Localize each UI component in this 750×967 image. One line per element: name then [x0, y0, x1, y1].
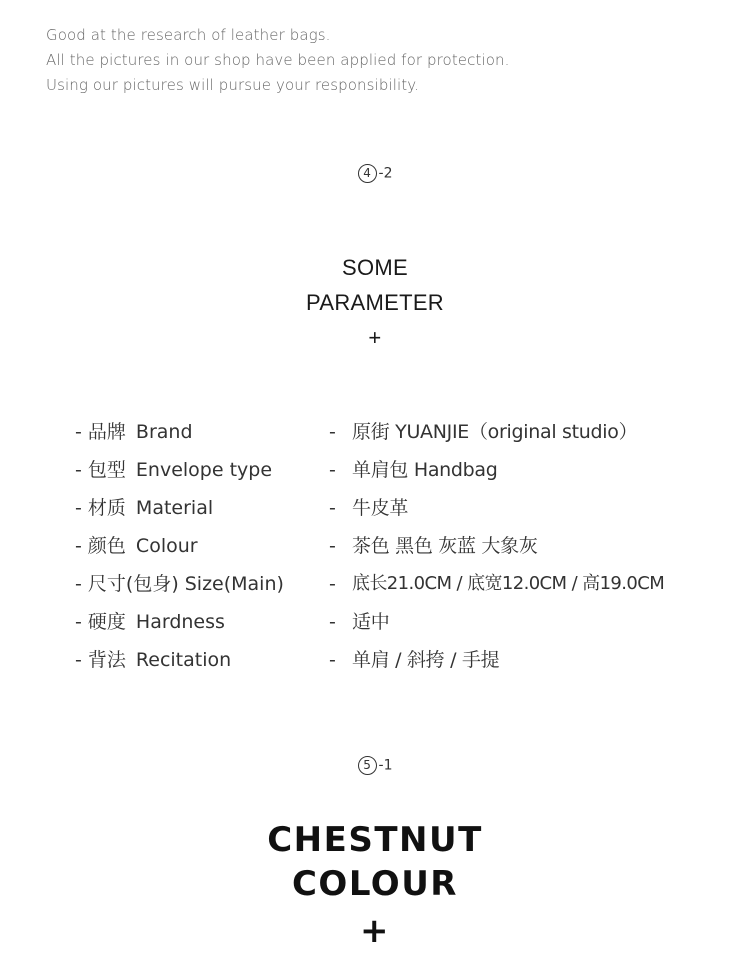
marker-suffix: -1 [378, 757, 393, 774]
param-dash: - [75, 535, 82, 557]
param-label-en: Recitation [135, 649, 232, 671]
intro-notice [46, 23, 509, 98]
param-label-en: Size(Main) [184, 573, 284, 595]
parameter-heading-line-1: SOME [342, 255, 408, 280]
param-row-colour [0, 527, 750, 565]
param-label-cn: 硬度 [87, 611, 126, 633]
param-value-dash: - [329, 535, 336, 557]
param-value: 适中 [352, 611, 390, 633]
param-dash: - [75, 421, 82, 443]
param-value-dash: - [329, 497, 336, 519]
param-dash: - [75, 497, 82, 519]
param-row-brand [0, 413, 750, 451]
param-label [75, 489, 213, 527]
parameter-heading-line-2: PARAMETER [306, 290, 444, 315]
param-dash: - [75, 611, 82, 633]
param-row-material [0, 489, 750, 527]
param-label [75, 603, 225, 641]
param-row-size [0, 565, 750, 603]
param-value: 牛皮革 [352, 497, 409, 519]
param-value: 单肩包 Handbag [352, 459, 498, 481]
plus-icon: + [368, 325, 382, 350]
param-label-cn: 品牌 [87, 421, 126, 443]
plus-icon: + [360, 911, 390, 951]
param-value-dash: - [329, 611, 336, 633]
param-label [75, 565, 284, 603]
circled-number-5: 5 [358, 756, 377, 775]
param-value: 原街 YUANJIE（original studio） [352, 421, 638, 443]
param-row-hardness [0, 603, 750, 641]
param-dash: - [75, 649, 82, 671]
param-row-envelope-type [0, 451, 750, 489]
param-label-en: Brand [135, 421, 193, 443]
param-label-en: Hardness [135, 611, 225, 633]
colour-heading-line-2: COLOUR [291, 864, 458, 904]
circled-number-4: 4 [358, 164, 377, 183]
param-label-en: Envelope type [135, 459, 273, 481]
param-value-dash: - [329, 573, 336, 595]
param-row-recitation [0, 641, 750, 679]
param-value: 单肩 / 斜挎 / 手提 [352, 649, 500, 671]
param-label [75, 527, 198, 565]
param-label-en: Colour [135, 535, 198, 557]
param-label-cn: 包型 [87, 459, 126, 481]
param-value-dash: - [329, 649, 336, 671]
section-marker-5-1 [0, 756, 750, 775]
colour-heading-line-1: CHESTNUT [267, 820, 483, 860]
param-label [75, 413, 193, 451]
param-label [75, 641, 231, 679]
intro-line-2: All the pictures in our shop have been applied for protection. [46, 51, 510, 69]
param-label-cn: 尺寸(包身) [87, 573, 179, 595]
param-value-dash: - [329, 459, 336, 481]
colour-heading [0, 818, 750, 956]
marker-suffix: -2 [378, 165, 393, 182]
param-label-cn: 颜色 [87, 535, 126, 557]
param-value: 底长21.0CM / 底宽12.0CM / 高19.0CM [352, 573, 665, 594]
param-label [75, 451, 272, 489]
param-label-cn: 材质 [87, 497, 126, 519]
intro-line-1: Good at the research of leather bags. [46, 26, 331, 44]
param-dash: - [75, 573, 82, 595]
section-marker-4-2 [0, 164, 750, 183]
intro-line-3: Using our pictures will pursue your responsibility. [46, 76, 419, 94]
param-label-en: Material [135, 497, 214, 519]
param-label-cn: 背法 [87, 649, 126, 671]
parameter-heading [0, 250, 750, 355]
param-dash: - [75, 459, 82, 481]
param-value: 茶色 黑色 灰蓝 大象灰 [352, 535, 538, 557]
param-value-dash: - [329, 421, 336, 443]
